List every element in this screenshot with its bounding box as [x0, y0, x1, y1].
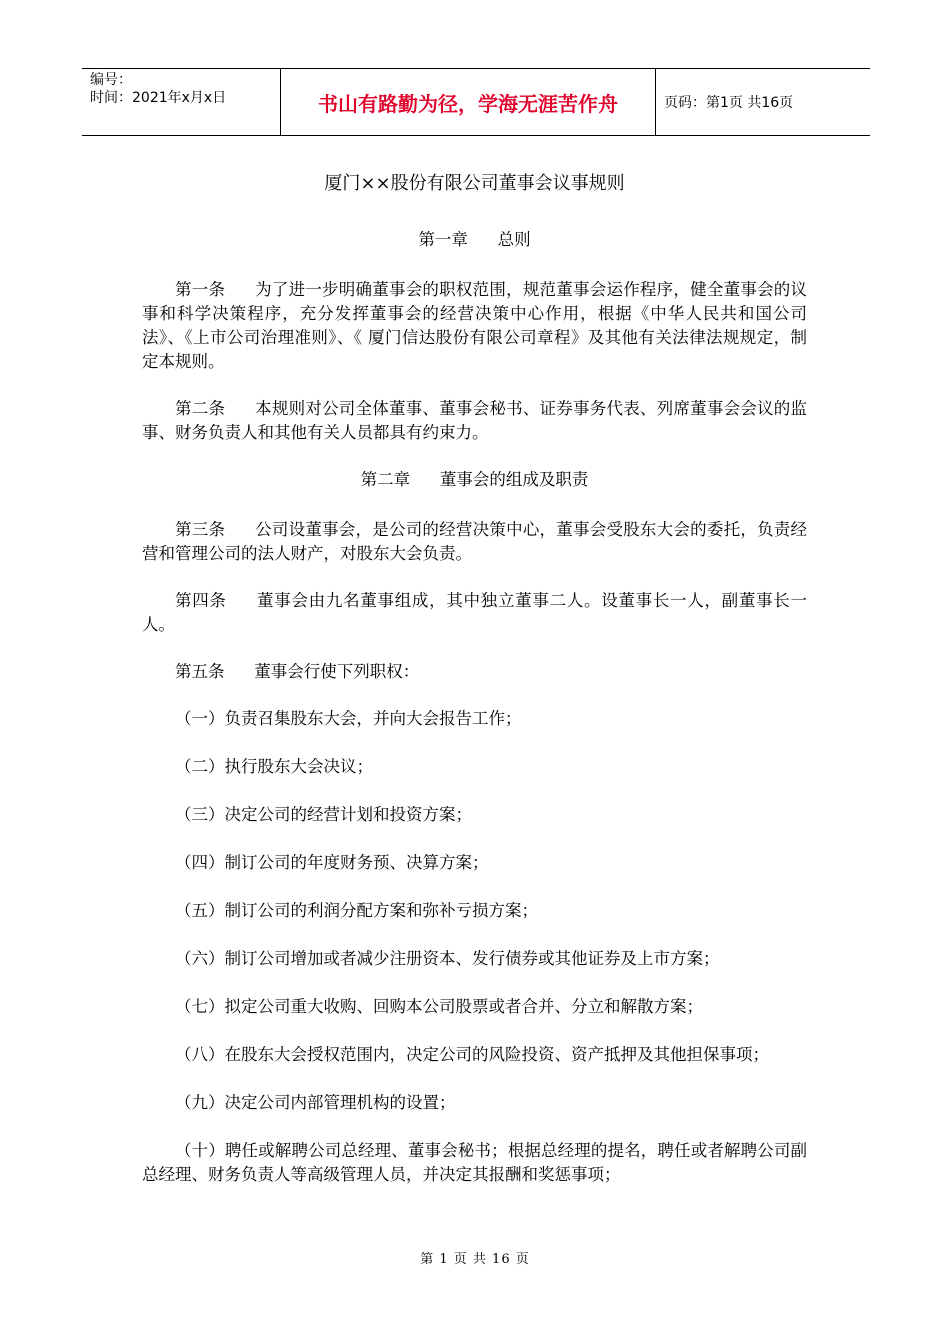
article-label: 第五条	[175, 662, 225, 681]
article-1	[142, 278, 807, 374]
chapter-number: 第二章	[360, 470, 411, 489]
list-item: （九）决定公司内部管理机构的设置；	[175, 1093, 456, 1112]
chapter-heading-2	[142, 468, 807, 492]
article-text: 本规则对公司全体董事、董事会秘书、证券事务代表、列席董事会会议的监事、财务负责人和其他有关人员都具有约束力。	[142, 399, 808, 442]
header-page-info: 页码：第1页 共16页	[664, 95, 794, 111]
list-item: （五）制订公司的利润分配方案和弥补亏损方案；	[175, 901, 538, 920]
article-label: 第一条	[175, 280, 226, 299]
article-5	[142, 660, 807, 684]
list-item: （十）聘任或解聘公司总经理、董事会秘书；根据总经理的提名，聘任或者解聘公司副总经理、财务负责人等高级管理人员，并决定其报酬和奖惩事项；	[142, 1141, 807, 1184]
document-title: 厦门××股份有限公司董事会议事规则	[324, 173, 625, 194]
list-item: （三）决定公司的经营计划和投资方案；	[175, 805, 472, 824]
document-header	[82, 68, 870, 136]
list-item: （八）在股东大会授权范围内，决定公司的风险投资、资产抵押及其他担保事项；	[175, 1045, 769, 1064]
chapter-number: 第一章	[418, 230, 468, 249]
chapter-heading-1	[142, 228, 807, 252]
article-text: 董事会由九名董事组成，其中独立董事二人。设董事长一人，副董事长一人。	[142, 591, 808, 634]
header-motto: 书山有路勤为径，学海无涯苦作舟	[281, 69, 656, 135]
list-item: （四）制订公司的年度财务预、决算方案；	[175, 853, 489, 872]
header-meta	[82, 69, 281, 135]
header-time-label: 时间：2021年x月x日	[90, 90, 227, 106]
list-item: （二）执行股东大会决议；	[175, 757, 373, 776]
chapter-name: 总则	[497, 230, 531, 249]
article-4	[142, 589, 807, 637]
article-2	[142, 397, 807, 445]
chapter-name: 董事会的组成及职责	[439, 470, 589, 489]
list-item: （七）拟定公司重大收购、回购本公司股票或者合并、分立和解散方案；	[175, 997, 703, 1016]
article-text: 为了进一步明确董事会的职权范围，规范董事会运作程序，健全董事会的议事和科学决策程序，充分发挥董事会的经营决策中心作用，根据《中华人民共和国公司法》、《上市公司治理准则》、《 厦门信达股份有限公司章程》及其他有关法律法规规定，制定本规则。	[142, 280, 808, 371]
document-body	[142, 172, 807, 1211]
header-number-label: 编号：	[90, 72, 132, 88]
page-footer: 第 1 页 共 16 页	[420, 1252, 530, 1267]
article-3	[142, 518, 807, 566]
article-text: 公司设董事会，是公司的经营决策中心，董事会受股东大会的委托，负责经营和管理公司的法人财产，对股东大会负责。	[142, 520, 808, 563]
list-item: （六）制订公司增加或者减少注册资本、发行债券或其他证券及上市方案；	[175, 949, 720, 968]
article-label: 第四条	[175, 591, 227, 610]
article-label: 第二条	[175, 399, 226, 418]
list-item: （一）负责召集股东大会，并向大会报告工作；	[175, 709, 522, 728]
article-text: 董事会行使下列职权：	[254, 662, 420, 681]
article-label: 第三条	[175, 520, 226, 539]
